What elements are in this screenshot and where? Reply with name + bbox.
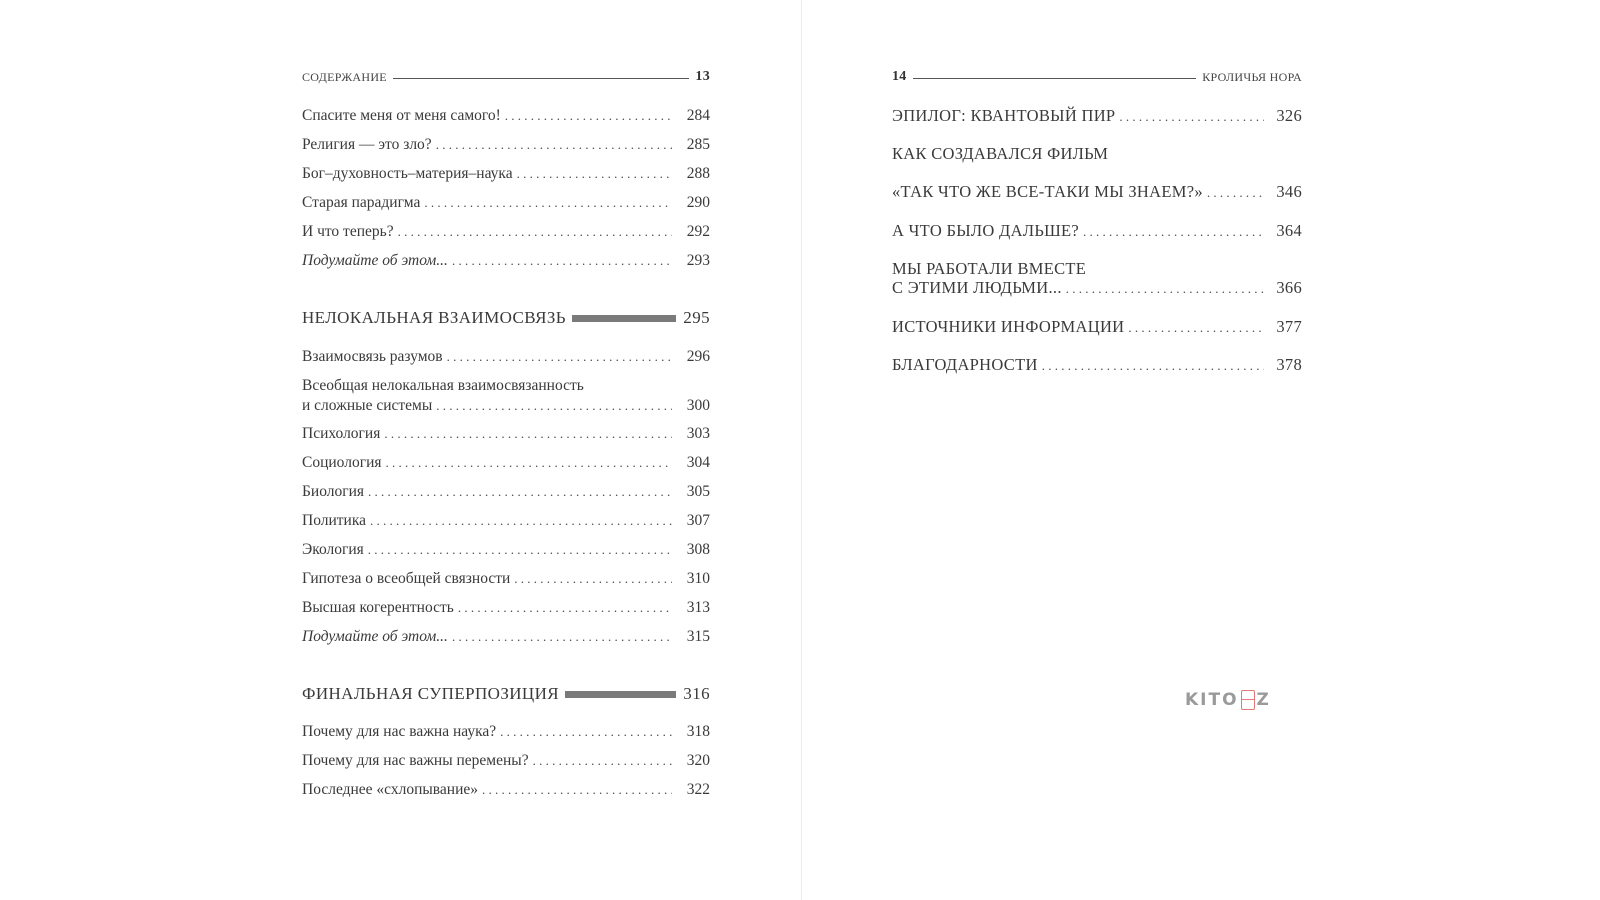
watermark-b-icon	[1241, 690, 1255, 710]
toc-entry	[302, 512, 710, 530]
toc-entry-title: БЛАГОДАРНОСТИ	[892, 355, 1038, 374]
toc-entry-page: 307	[686, 512, 710, 529]
toc-entry-title: Бог–духовность–материя–наука	[302, 165, 513, 182]
running-head-title: СОДЕРЖАНИЕ	[302, 69, 387, 84]
toc-entry	[302, 599, 710, 617]
toc-entry-title: и сложные системы	[302, 397, 433, 414]
toc-entry	[892, 318, 1302, 337]
leader-dots	[424, 194, 672, 212]
toc-entry	[892, 183, 1302, 202]
toc-entry-page: 284	[686, 107, 710, 124]
toc-entry	[892, 145, 1302, 163]
toc-entry-title: Биология	[302, 483, 365, 500]
section-page: 295	[683, 308, 710, 327]
toc-entry	[302, 628, 710, 646]
watermark-logo	[1185, 690, 1271, 710]
toc-entry-title: Гипотеза о всеобщей связности	[302, 570, 511, 587]
section-title: НЕЛОКАЛЬНАЯ ВЗАИМОСВЯЗЬ	[302, 308, 566, 327]
toc-entry-title: Подумайте об этом...	[302, 252, 448, 269]
toc-entry-page: 305	[686, 483, 710, 500]
toc-entry-page: 290	[686, 194, 710, 211]
section-bar	[572, 315, 676, 322]
leader-dots	[514, 570, 672, 588]
running-head-rule	[393, 78, 689, 79]
leader-dots	[436, 397, 672, 415]
page-number: 13	[695, 69, 710, 84]
toc-entry-page: 296	[686, 348, 710, 365]
toc-entry-page: 318	[686, 723, 710, 740]
toc-entry	[302, 454, 710, 472]
leader-dots	[1066, 280, 1264, 298]
toc-entry-page: 377	[1276, 317, 1302, 336]
toc-entry-page: 292	[686, 223, 710, 240]
right-page	[892, 0, 1302, 900]
section-title: ФИНАЛЬНАЯ СУПЕРПОЗИЦИЯ	[302, 684, 560, 703]
toc-entry	[302, 348, 710, 366]
leader-dots	[386, 454, 673, 472]
toc-entry	[302, 425, 710, 443]
toc-entry	[302, 223, 710, 241]
toc-entry-title: ИСТОЧНИКИ ИНФОРМАЦИИ	[892, 317, 1125, 336]
running-head	[302, 68, 710, 86]
toc-entry-page: 300	[686, 397, 710, 414]
toc-entry	[892, 107, 1302, 126]
toc-entry-page: 303	[686, 425, 710, 442]
toc-entry-line2	[302, 397, 710, 415]
toc-entry	[302, 752, 710, 770]
toc-entry	[302, 781, 710, 799]
leader-dots	[452, 628, 672, 646]
leader-dots	[1119, 108, 1264, 126]
toc-entry-title: «ТАК ЧТО ЖЕ ВСЕ-ТАКИ МЫ ЗНАЕМ?»	[892, 182, 1203, 201]
toc-entry	[892, 222, 1302, 241]
toc-entry	[302, 723, 710, 741]
leader-dots	[398, 223, 672, 241]
toc-entry-title: И что теперь?	[302, 223, 394, 240]
toc-entry-page: 315	[686, 628, 710, 645]
toc-entry-page: 293	[686, 252, 710, 269]
toc-entry	[302, 483, 710, 501]
toc-entry-title: ЭПИЛОГ: КВАНТОВЫЙ ПИР	[892, 106, 1116, 125]
toc-entry-title: Психология	[302, 425, 381, 442]
leader-dots	[447, 348, 672, 366]
leader-dots	[1207, 184, 1264, 202]
watermark-text-right: Z	[1256, 690, 1271, 710]
toc-entry-page: 320	[686, 752, 710, 769]
leader-dots	[482, 781, 672, 799]
toc-entry	[892, 356, 1302, 375]
toc-entry-page: 310	[686, 570, 710, 587]
toc-entry-title: Высшая когерентность	[302, 599, 454, 616]
toc-entry-title-line1: МЫ РАБОТАЛИ ВМЕСТЕ	[892, 259, 1087, 278]
toc-entry-title: А ЧТО БЫЛО ДАЛЬШЕ?	[892, 221, 1080, 240]
toc-entry	[302, 194, 710, 212]
toc-entry	[302, 252, 710, 270]
toc-entry-title: Спасите меня от меня самого!	[302, 107, 501, 124]
toc-entry	[302, 541, 710, 559]
toc-entry-title: Экология	[302, 541, 364, 558]
toc-entry-page: 378	[1276, 355, 1302, 374]
running-head-rule	[913, 78, 1197, 79]
running-head	[892, 68, 1302, 86]
toc-entry	[302, 107, 710, 125]
toc-entry-page: 364	[1276, 221, 1302, 240]
toc-entry-page: 288	[686, 165, 710, 182]
leader-dots	[533, 752, 672, 770]
toc-entry-title: Религия — это зло?	[302, 136, 432, 153]
leader-dots	[458, 599, 672, 617]
toc-entry	[892, 260, 1302, 298]
page-number: 14	[892, 69, 907, 84]
toc-entry	[302, 136, 710, 154]
toc-entry-title-line1: Всеобщая нелокальная взаимосвязанность	[302, 377, 584, 394]
toc-entry-title: Почему для нас важны перемены?	[302, 752, 529, 769]
toc-section-heading	[302, 308, 710, 328]
toc-entry-page: 308	[686, 541, 710, 558]
toc-entry-title: Политика	[302, 512, 367, 529]
toc-entry-title: Подумайте об этом...	[302, 628, 448, 645]
toc-entry-page: 346	[1276, 182, 1302, 201]
toc-entry-page: 322	[686, 781, 710, 798]
toc-entry-title: Последнее «схлопывание»	[302, 781, 479, 798]
watermark-text-left: KITO	[1185, 690, 1239, 710]
leader-dots	[436, 136, 672, 154]
leader-dots	[368, 541, 672, 559]
running-head-title: КРОЛИЧЬЯ НОРА	[1202, 69, 1302, 84]
toc-entry-page: 304	[686, 454, 710, 471]
leader-dots	[368, 483, 672, 501]
toc-entry-title: Социология	[302, 454, 382, 471]
leader-dots	[1083, 223, 1264, 241]
toc-entry-page: 313	[686, 599, 710, 616]
toc-entry-title: Почему для нас важна наука?	[302, 723, 497, 740]
leader-dots	[505, 107, 672, 125]
toc-entry-title: КАК СОЗДАВАЛСЯ ФИЛЬМ	[892, 144, 1109, 163]
leader-dots	[370, 512, 672, 530]
toc-entry-title: Взаимосвязь разумов	[302, 348, 443, 365]
toc-entry	[302, 377, 710, 415]
leader-dots	[384, 425, 672, 443]
toc-entry	[302, 165, 710, 183]
toc-entry-page: 366	[1276, 278, 1302, 297]
leader-dots	[1042, 357, 1264, 375]
toc-entry-line2	[892, 279, 1302, 298]
toc-section-heading	[302, 684, 710, 704]
leader-dots	[1128, 319, 1264, 337]
leader-dots	[517, 165, 672, 183]
leader-dots	[452, 252, 672, 270]
left-page	[302, 0, 710, 900]
toc-entry-title: С ЭТИМИ ЛЮДЬМИ...	[892, 278, 1062, 297]
section-bar	[565, 691, 676, 698]
toc-entry-title: Старая парадигма	[302, 194, 421, 211]
section-page: 316	[683, 684, 710, 703]
toc-entry-page: 326	[1276, 106, 1302, 125]
page-gutter	[801, 0, 802, 900]
toc-entry	[302, 570, 710, 588]
leader-dots	[500, 723, 672, 741]
toc-entry-page: 285	[686, 136, 710, 153]
